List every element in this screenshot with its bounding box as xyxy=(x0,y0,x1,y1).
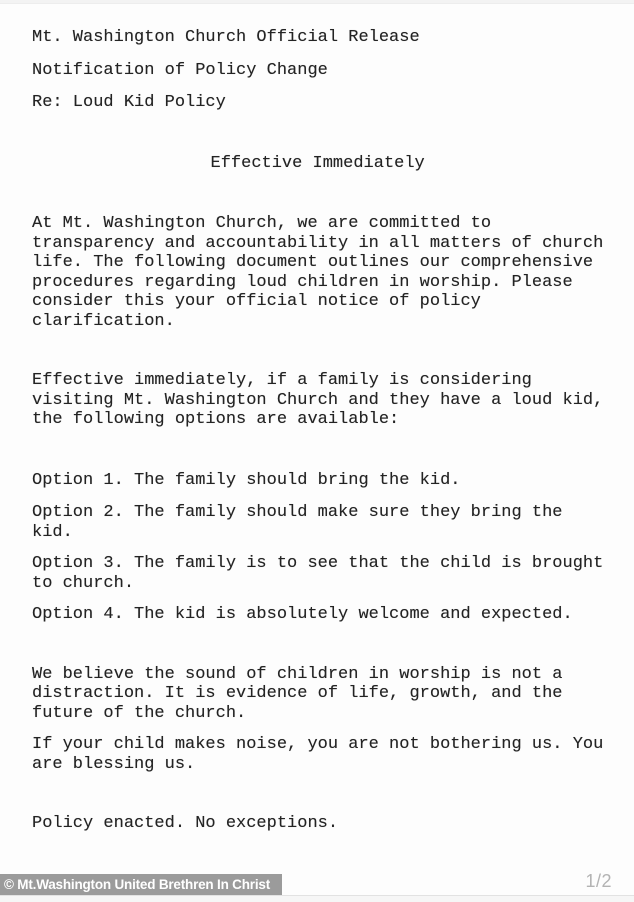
option-1: Option 1. The family should bring the kid. xyxy=(32,470,461,490)
option-3: Option 3. The family is to see that the child is brought to church. xyxy=(32,554,604,593)
page-indicator: 1/2 xyxy=(585,871,612,891)
doc-line-release: Mt. Washington Church Official Release xyxy=(32,28,420,47)
photo-bottom-edge xyxy=(0,895,634,902)
doc-line-notification: Notification of Policy Change xyxy=(32,60,328,80)
credit-watermark: © Mt.Washington United Brethren In Christ xyxy=(0,874,282,895)
document-body xyxy=(32,28,603,834)
doc-line-re: Re: Loud Kid Policy xyxy=(32,93,226,112)
option-2: Option 2. The family should make sure they bring the kid. xyxy=(32,503,563,542)
doc-line-enacted: Policy enacted. No exceptions. xyxy=(32,814,339,833)
paragraph-believe: We believe the sound of children in worship is not a distraction. It is evidence of life, growth, and the future of the church. xyxy=(32,664,563,723)
paragraph-noise: If your child makes noise, you are not bothering us. You are blessing us. xyxy=(32,735,604,774)
heading-effective-immediately: Effective Immediately xyxy=(210,153,425,173)
paragraph-effective: Effective immediately, if a family is considering visiting Mt. Washington Church and they have a loud kid, the following options are available: xyxy=(32,371,604,429)
option-4: Option 4. The kid is absolutely welcome and expected. xyxy=(32,605,573,624)
paragraph-intro: At Mt. Washington Church, we are committed to transparency and accountability in all matters of church life. The following document outlines our comprehensive procedures regarding loud children in worship. Please consider this your official notice of policy clarification. xyxy=(32,214,604,331)
photo-top-edge xyxy=(0,0,634,4)
